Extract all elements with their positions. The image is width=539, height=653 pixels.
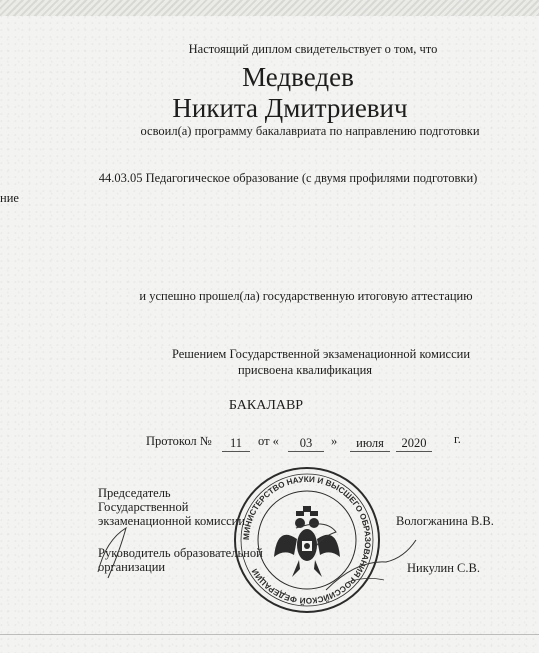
commission-decision-line2: присвоена квалификация xyxy=(237,363,373,377)
protocol-label: Протокол № xyxy=(146,434,212,448)
intro-text: Настоящий диплом свидетельствует о том, что xyxy=(188,42,438,56)
graduate-given-names: Никита Дмитриевич xyxy=(172,93,408,123)
head-name: Никулин С.В. xyxy=(407,561,480,575)
seal-ring-text: МИНИСТЕРСТВО НАУКИ И ВЫСШЕГО ОБРАЗОВАНИЯ РОССИЙСКОЙ ФЕДЕРАЦИИ xyxy=(241,474,373,606)
chair-title-line1: Председатель xyxy=(98,486,171,500)
chair-name: Вологжанина В.В. xyxy=(396,514,494,528)
protocol-date-open: от « xyxy=(258,434,279,448)
commission-decision-line1: Решением Государственной экзаменационной комиссии xyxy=(171,347,471,361)
margin-fragment: ние xyxy=(0,191,19,205)
protocol-number: 11 xyxy=(222,436,250,452)
protocol-day: 03 xyxy=(288,436,324,452)
attestation-text: и успешно прошел(ла) государственную итоговую аттестацию xyxy=(139,289,473,303)
chair-title-line2: Государственной xyxy=(98,500,189,514)
protocol-year: 2020 xyxy=(396,436,432,452)
program-name: 44.03.05 Педагогическое образование (с двумя профилями подготовки) xyxy=(98,171,478,185)
chair-title-line3: экзаменационной комиссии xyxy=(98,514,246,528)
mastered-program-text: освоил(а) программу бакалавриата по направлению подготовки xyxy=(140,124,480,138)
protocol-year-suffix: г. xyxy=(454,432,461,446)
handwritten-signatures xyxy=(86,520,486,600)
protocol-month: июля xyxy=(350,436,390,452)
scan-edge-band xyxy=(0,0,539,16)
protocol-date-close: » xyxy=(331,434,338,448)
head-title-line2: организации xyxy=(98,560,166,574)
scan-bottom-line xyxy=(0,634,539,635)
qualification-title: БАКАЛАВР xyxy=(228,398,304,413)
graduate-surname: Медведев xyxy=(242,62,354,92)
head-title-line1: Руководитель образовательной xyxy=(98,546,263,560)
